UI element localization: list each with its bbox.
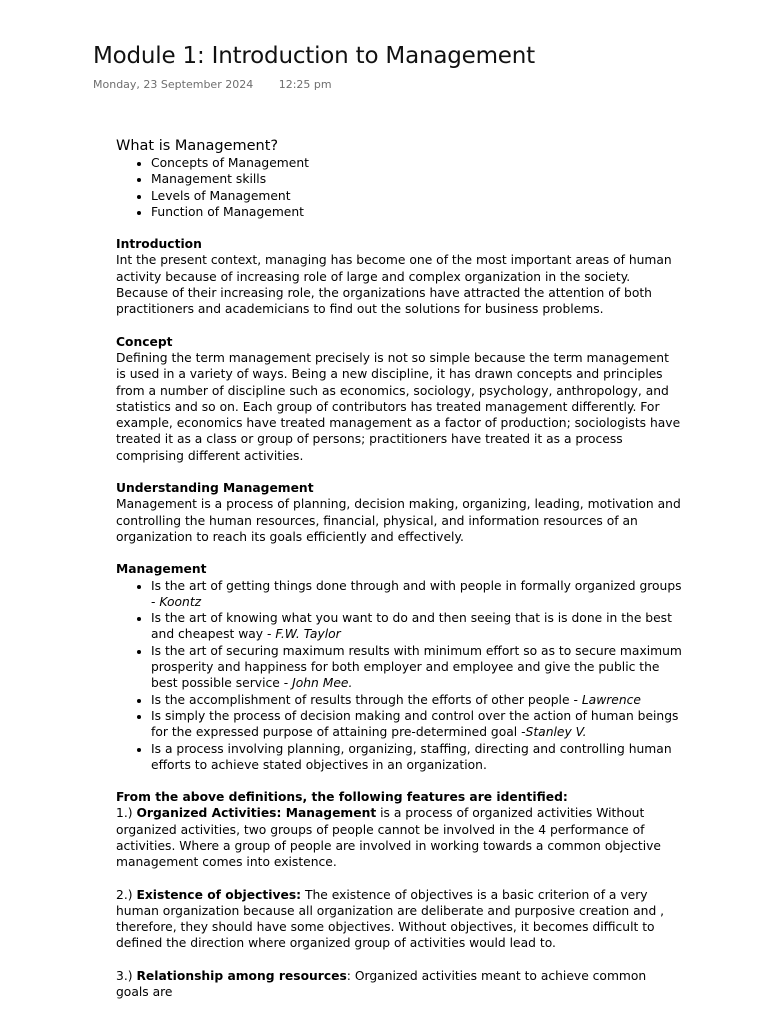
definition-item: • Is the art of knowing what you want to do and then seeing that is is done in the best and cheapest way - F.W. Taylor [151, 610, 682, 643]
definition-author: F.W. Taylor [275, 627, 341, 642]
definition-author: John Mee. [292, 676, 353, 691]
feature-item: 3.) Relationship among resources: Organized activities meant to achieve common goals are [116, 968, 647, 1000]
note-date: Monday, 23 September 2024 [93, 78, 254, 91]
note-meta [93, 78, 332, 91]
management-heading: Management [116, 562, 207, 577]
definitions-list [116, 578, 682, 774]
topic-item: • Function of Management [151, 204, 682, 220]
note-time: 12:25 pm [278, 78, 332, 91]
introduction-section [116, 236, 682, 317]
page-title: Module 1: Introduction to Management [93, 43, 535, 69]
concept-section [116, 334, 682, 464]
definition-item: • Is a process involving planning, organizing, staffing, directing and controlling human efforts to achieve stated objectives in an organization. [151, 741, 682, 774]
topic-item: • Levels of Management [151, 188, 682, 204]
introduction-heading: Introduction [116, 237, 202, 252]
concept-text: Defining the term management precisely is not so simple because the term management is used in a variety of ways. Being a new discipline, it has drawn concepts and principles from a number of discipline such as economics, sociology, psychology, anthropology, and statistics and so on. Each group of contributors has treated management differently. For example, economics have treated management as a factor of production; sociologists have treated it as a class or group of persons; practitioners have treated it as a process comprising different activities. [116, 350, 681, 463]
what-heading: What is Management? [116, 138, 279, 154]
understanding-heading: Understanding Management [116, 481, 314, 496]
feature-item: 2.) Existence of objectives: The existence of objectives is a basic criterion of a very human organization because all organization are deliberate and purposive creation and , therefore, they should have some objectives. Without objectives, it becomes difficult to defined the direction where organized group of activities would lead to. [116, 887, 665, 951]
understanding-section [116, 480, 682, 545]
topic-item: • Concepts of Management [151, 155, 682, 171]
management-section [116, 561, 682, 773]
understanding-text: Management is a process of planning, decision making, organizing, leading, motivation and controlling the human resources, financial, physical, and information resources of an organization to reach its goals efficiently and effectively. [116, 497, 681, 544]
definition-item: • Is the art of getting things done through and with people in formally organized groups - Koontz [151, 578, 682, 611]
features-section [116, 789, 682, 1000]
topic-item: • Management skills [151, 171, 682, 187]
definition-item: • Is the accomplishment of results through the efforts of other people - Lawrence [151, 692, 682, 708]
definition-author: Stanley V. [525, 725, 587, 740]
definition-item: • Is the art of securing maximum results with minimum effort so as to secure maximum prosperity and happiness for both employer and employee and give the public the best possible service - John Mee. [151, 643, 682, 692]
feature-item: 1.) Organized Activities: Management is a process of organized activities Without organized activities, two groups of people cannot be involved in the 4 performance of activities. Where a group of people are involved in working towards a common objective management comes into existence. [116, 806, 661, 870]
definition-author: Koontz [159, 594, 202, 609]
introduction-text: Int the present context, managing has become one of the most important areas of human activity because of increasing role of large and complex organization in the society. Because of their increasing role, the organizations have attracted the attention of both practitioners and academicians to find out the solutions for business problems. [116, 253, 672, 317]
definition-author: Lawrence [581, 692, 641, 707]
note-body[interactable] [116, 137, 682, 1000]
concept-heading: Concept [116, 334, 173, 349]
definition-item: • Is simply the process of decision making and control over the action of human beings for the expressed purpose of attaining pre-determined goal -Stanley V. [151, 708, 682, 741]
topics-list [116, 155, 682, 220]
features-heading: From the above definitions, the following features are identified: [116, 790, 568, 805]
